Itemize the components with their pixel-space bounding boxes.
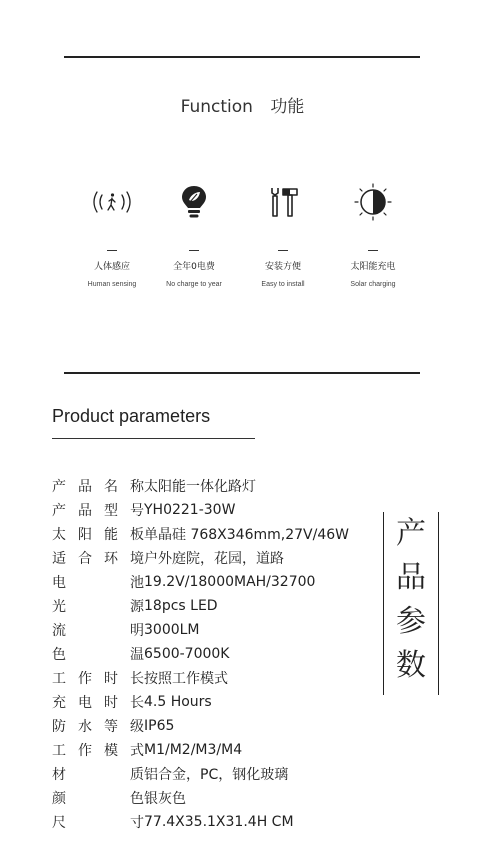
param-row [52,690,349,714]
param-row [52,618,349,642]
param-row [52,666,349,690]
vertical-title-char: 数 [396,648,426,683]
function-title-cn: 功能 [270,97,305,117]
param-row [52,714,349,738]
param-row [52,642,349,666]
vertical-title-char: 参 [396,604,426,639]
title-underline [52,438,255,439]
param-value: 单晶硅 768X346mm,27V/46W [144,527,349,543]
param-value: 18pcs LED [144,598,218,614]
param-value: IP65 [144,718,175,734]
param-value: 银灰色 [144,791,186,807]
feature-label-en: Human sensing [87,281,137,288]
param-label: 电 池 [52,575,144,591]
parameters-list [52,474,349,834]
vertical-title-char: 品 [396,560,426,595]
param-row [52,522,349,546]
param-label: 工作时长 [52,671,144,687]
param-value: 6500-7000K [144,646,230,662]
feature-label-en: No charge to year [166,281,222,288]
param-label: 流 明 [52,623,144,639]
function-title [0,92,485,117]
param-label: 尺 寸 [52,815,144,831]
param-row [52,810,349,834]
param-label: 光 源 [52,599,144,615]
function-title-en: Function [180,97,253,117]
param-value: 铝合金，PC，钢化玻璃 [144,767,289,783]
param-value: YH0221-30W [144,502,236,518]
param-value: 户外庭院，花园，道路 [144,551,284,567]
param-label: 产品名称 [52,479,144,495]
param-label: 色 温 [52,647,144,663]
top-divider [64,56,420,58]
vertical-title-box [383,512,439,695]
feature-label-cn: 人体感应 [93,262,130,272]
feature-label-cn: 全年0电费 [173,262,215,272]
param-value: 4.5 Hours [144,694,212,710]
param-row [52,474,349,498]
param-value: 77.4X35.1X31.4H CM [144,814,294,830]
feature-label-cn: 太阳能充电 [350,262,396,272]
param-row [52,570,349,594]
feature-label-en: Solar charging [350,281,396,288]
feature-label-cn: 安装方便 [264,262,301,272]
param-value: 3000LM [144,622,200,638]
feature-solar-charging [318,180,428,288]
param-row [52,594,349,618]
param-label: 太阳能板 [52,527,144,543]
sun-half-icon [318,180,428,224]
param-row [52,498,349,522]
feature-dash [189,250,199,251]
feature-dash [278,250,288,251]
param-row [52,738,349,762]
param-value: M1/M2/M3/M4 [144,742,243,758]
param-label: 颜 色 [52,791,144,807]
feature-dash [107,250,117,251]
param-row [52,762,349,786]
param-value: 按照工作模式 [144,671,228,687]
param-label: 工作模式 [52,743,144,759]
param-row [52,786,349,810]
param-label: 材 质 [52,767,144,783]
feature-label-en: Easy to install [261,281,305,288]
feature-dash [368,250,378,251]
param-label: 防水等级 [52,719,144,735]
vertical-title-char: 产 [396,516,426,551]
product-parameters-title: Product parameters [52,406,211,426]
param-value: 太阳能一体化路灯 [144,479,256,495]
param-row [52,546,349,570]
middle-divider [64,372,420,374]
param-label: 充电时长 [52,695,144,711]
param-label: 产品型号 [52,503,144,519]
param-label: 适合环境 [52,551,144,567]
param-value: 19.2V/18000MAH/32700 [144,574,316,590]
